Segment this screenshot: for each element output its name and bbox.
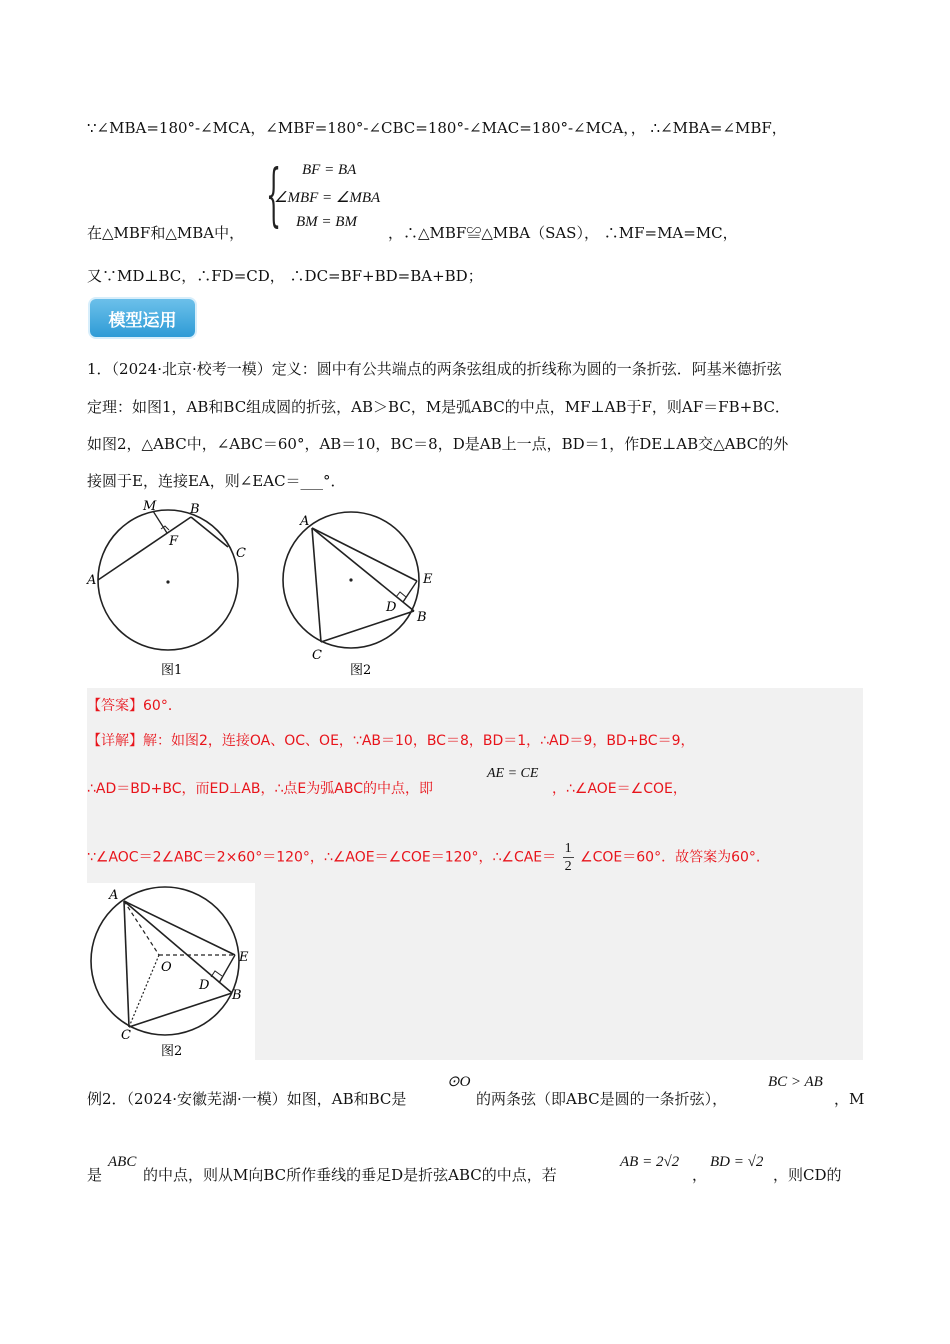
label-C: C bbox=[121, 1028, 131, 1043]
proof-line-2b: ，∴△MBF≌△MBA（SAS）， ∴MF=MA=MC， bbox=[388, 224, 738, 242]
label-O: O bbox=[161, 960, 172, 975]
label-F: F bbox=[169, 534, 179, 549]
system-row-2: ∠MBF = ∠MBA bbox=[274, 190, 381, 206]
detail-line-2: ∴AD＝BD+BC，而ED⊥AB，∴点E为弧ABC的中点，即 bbox=[87, 781, 433, 797]
label-D: D bbox=[386, 600, 397, 615]
proof-line-2a: 在△MBF和△MBA中， bbox=[87, 224, 245, 242]
label-B: B bbox=[417, 610, 427, 625]
detail-text-3b: ∠COE＝60°．故答案为60°. bbox=[580, 849, 761, 866]
label-A: A bbox=[87, 573, 97, 588]
example2-line-1c: ，M bbox=[834, 1090, 865, 1108]
problem1-line-4: 接圆于E，连接EA，则∠EAC＝___°． bbox=[87, 472, 346, 490]
fig2-caption: 图2 bbox=[350, 663, 372, 678]
fraction-denominator: 2 bbox=[564, 859, 572, 874]
condition-bc-ab: BC > AB bbox=[768, 1074, 823, 1090]
example2-line-2c: ，则CD的 bbox=[773, 1166, 842, 1184]
answer-tag: 【答案】 bbox=[87, 698, 143, 714]
ab-value: AB = 2√2 bbox=[620, 1154, 680, 1170]
detail-tag: 【详解】 bbox=[87, 733, 143, 749]
arc-abc: ABC bbox=[108, 1154, 137, 1170]
label-E: E bbox=[239, 950, 249, 965]
circle-o: ⊙O bbox=[447, 1074, 471, 1090]
problem1-line-3: 如图2，△ABC中，∠ABC＝60°，AB＝10，BC＝8，D是AB上一点，BD＝1，作DE⊥AB交△ABC的外 bbox=[87, 435, 789, 453]
comma: ， bbox=[692, 1166, 708, 1184]
arc-equation: AE = CE bbox=[487, 766, 539, 781]
fig3-caption: 图2 bbox=[161, 1044, 183, 1059]
bd-value: BD = √2 bbox=[710, 1154, 764, 1170]
label-C: C bbox=[236, 546, 246, 561]
figure-1 bbox=[85, 495, 255, 680]
answer-line bbox=[87, 695, 182, 715]
detail-text-3a: ∵∠AOC＝2∠ABC＝2×60°＝120°，∴∠AOE＝∠COE＝120°，∴∠CAE＝ bbox=[87, 849, 557, 866]
equation-system bbox=[266, 158, 396, 236]
problem1-line-1: 1．（2024·北京·校考一模）定义：圆中有公共端点的两条弦组成的折线称为圆的一条折弦．阿基米德折弦 bbox=[87, 360, 782, 378]
fraction-numerator: 1 bbox=[564, 841, 572, 856]
label-A: A bbox=[109, 888, 119, 903]
answer-value: 60°． bbox=[143, 698, 182, 714]
detail-line-1 bbox=[87, 730, 694, 750]
brace: { bbox=[266, 156, 282, 235]
label-D: D bbox=[199, 978, 210, 993]
section-badge: 模型运用 bbox=[90, 299, 195, 337]
system-row-1: BF = BA bbox=[302, 162, 357, 178]
label-E: E bbox=[423, 572, 433, 587]
label-M: M bbox=[143, 499, 157, 514]
detail-line-2b: ，∴∠AOE＝∠COE， bbox=[552, 781, 687, 797]
detail-line-3 bbox=[87, 840, 760, 875]
fraction-half bbox=[563, 840, 574, 875]
label-C: C bbox=[312, 648, 322, 663]
label-A: A bbox=[300, 514, 310, 529]
label-B: B bbox=[190, 502, 200, 517]
example2-line-2a: 是 bbox=[87, 1166, 103, 1184]
fig1-caption: 图1 bbox=[161, 663, 183, 678]
example2-line-1b: 的两条弦（即ABC是圆的一条折弦）， bbox=[476, 1090, 728, 1108]
figure-3 bbox=[87, 883, 255, 1060]
detail-text-1: 解：如图2，连接OA、OC、OE，∵AB＝10，BC＝8，BD＝1，∴AD＝9，BD+BC＝9， bbox=[143, 733, 695, 749]
system-row-3: BM = BM bbox=[296, 214, 357, 230]
example2-line-1a: 例2．（2024·安徽芜湖·一模）如图，AB和BC是 bbox=[87, 1090, 407, 1108]
problem1-line-2: 定理：如图1，AB和BC组成圆的折弦，AB＞BC，M是弧ABC的中点，MF⊥AB于F，则AF＝FB+BC． bbox=[87, 398, 790, 416]
label-B: B bbox=[232, 988, 242, 1003]
figure-2 bbox=[278, 508, 448, 683]
example2-line-2b: 的中点，则从M向BC所作垂线的垂足D是折弦ABC的中点，若 bbox=[143, 1166, 557, 1184]
proof-line-3: 又∵MD⊥BC，∴FD=CD， ∴DC=BF+BD=BA+BD； bbox=[87, 267, 483, 285]
proof-line-1: ∵∠MBA=180°-∠MCA，∠MBF=180°-∠CBC=180°-∠MAC=180°-∠MCA，， ∴∠MBA=∠MBF， bbox=[87, 119, 787, 137]
